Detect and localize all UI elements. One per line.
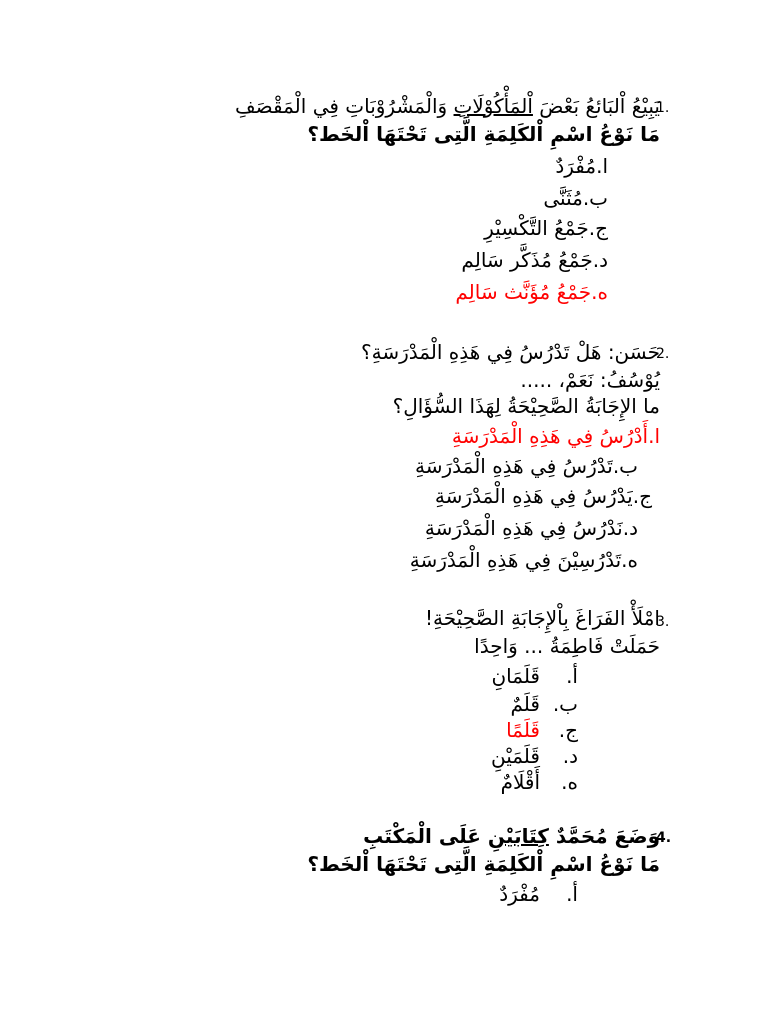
q3-option-d <box>491 742 578 770</box>
q3-option-b <box>511 690 579 718</box>
q4-stem-after: عَلَى الْمَكْتَبِ <box>363 824 488 848</box>
q3-option-e-label: ه. <box>561 770 578 794</box>
q4-option-a-label: أ. <box>566 882 578 906</box>
q3-option-b-text: قَلَمٌ <box>510 692 540 716</box>
q1-option-a: ا.مُفْرَدٌ <box>555 154 608 178</box>
q4-stem <box>363 822 660 850</box>
q1-option-d: د.جَمْعُ مُذَكَّر سَالِم <box>461 248 608 272</box>
q3-option-e <box>501 768 578 796</box>
q2-option-d: د.نَدْرُسُ فِي هَذِهِ الْمَدْرَسَةِ <box>424 516 638 540</box>
q3-option-c <box>506 716 578 744</box>
q4-option-a <box>499 880 578 908</box>
q4-number: 4. <box>656 830 672 846</box>
q3-option-c-label: ج. <box>558 718 578 742</box>
q1-stem-underlined: اْلمَأْكُوْلَاتِ <box>453 94 533 118</box>
q2-option-b: ب.تَدْرُسُ فِي هَذِهِ الْمَدْرَسَةِ <box>415 454 638 478</box>
q1-option-e-correct: ه.جَمْعُ مُؤَنَّث سَالِم <box>455 280 608 304</box>
q3-instruction: امْلَأْ الفَرَاغَ بِاْلإِجَابَةِ الصَّحِيْحَةِ! <box>425 606 660 630</box>
q1-option-c: ج.جَمْعُ التَّكْسِيْرِ <box>484 216 608 240</box>
q1-stem-before: يَبِيْعُ اْلبَائعُ بَعْضَ <box>532 94 660 118</box>
q3-number: 3. <box>656 614 670 630</box>
q1-stem-after: وَالْمَشْرُوْبَاتِ فِي الْمَقْصَفِ <box>234 94 454 118</box>
q4-stem-before: وَضَعَ مُحَمَّدٌ <box>548 824 660 848</box>
q2-line2: يُوْسُفُ: نَعَمْ، ..... <box>520 368 660 392</box>
q4-option-a-text: مُفْرَدٌ <box>499 882 540 906</box>
q3-option-a-text: قَلَمَانِ <box>491 664 540 688</box>
q3-option-a <box>491 662 578 690</box>
q3-option-e-text: أَقْلَامٌ <box>500 770 540 794</box>
q1-question: مَا نَوْعُ اسْمِ اْلكَلِمَةِ الَّتِى تَحْتَهَا اْلخَط؟ <box>307 122 660 146</box>
q2-option-c: ج.يَدْرُسُ فِي هَذِهِ الْمَدْرَسَةِ <box>434 484 652 508</box>
q3-option-d-label: د. <box>562 744 578 768</box>
q2-option-a-correct: ا.أَدْرُسُ فِي هَذِهِ الْمَدْرَسَةِ <box>451 424 660 448</box>
q4-stem-underlined: كِتَابَيْنِ <box>487 824 549 848</box>
q2-line1: حَسَن: هَلْ تَدْرُسُ فِي هَذِهِ الْمَدْرَسَةِ؟ <box>360 340 660 364</box>
q3-sentence: حَمَلَتْ فَاطِمَةُ ... وَاحِدًا <box>474 634 660 658</box>
q2-number: 2. <box>656 346 670 362</box>
q1-number: 1. <box>656 100 670 116</box>
q3-option-c-text-correct: قَلَمًا <box>506 718 540 742</box>
q3-option-a-label: أ. <box>566 664 578 688</box>
q4-question: مَا نَوْعُ اسْمِ اْلكَلِمَةِ الَّتِى تَحْتَهَا اْلخَط؟ <box>307 852 660 876</box>
q2-question: ما الإِجَابَةُ الصَّحِيْحَةُ لِهَذَا السُّؤَالِ؟ <box>392 394 660 418</box>
q1-stem <box>235 92 660 120</box>
q2-option-e: ه.تَدْرُسِيْنَ فِي هَذِهِ الْمَدْرَسَةِ <box>409 548 638 572</box>
q1-option-b: ب.مُثَنَّى <box>543 186 608 210</box>
q3-option-d-text: قَلَمَيْنِ <box>490 744 540 768</box>
q3-option-b-label: ب. <box>552 692 578 716</box>
